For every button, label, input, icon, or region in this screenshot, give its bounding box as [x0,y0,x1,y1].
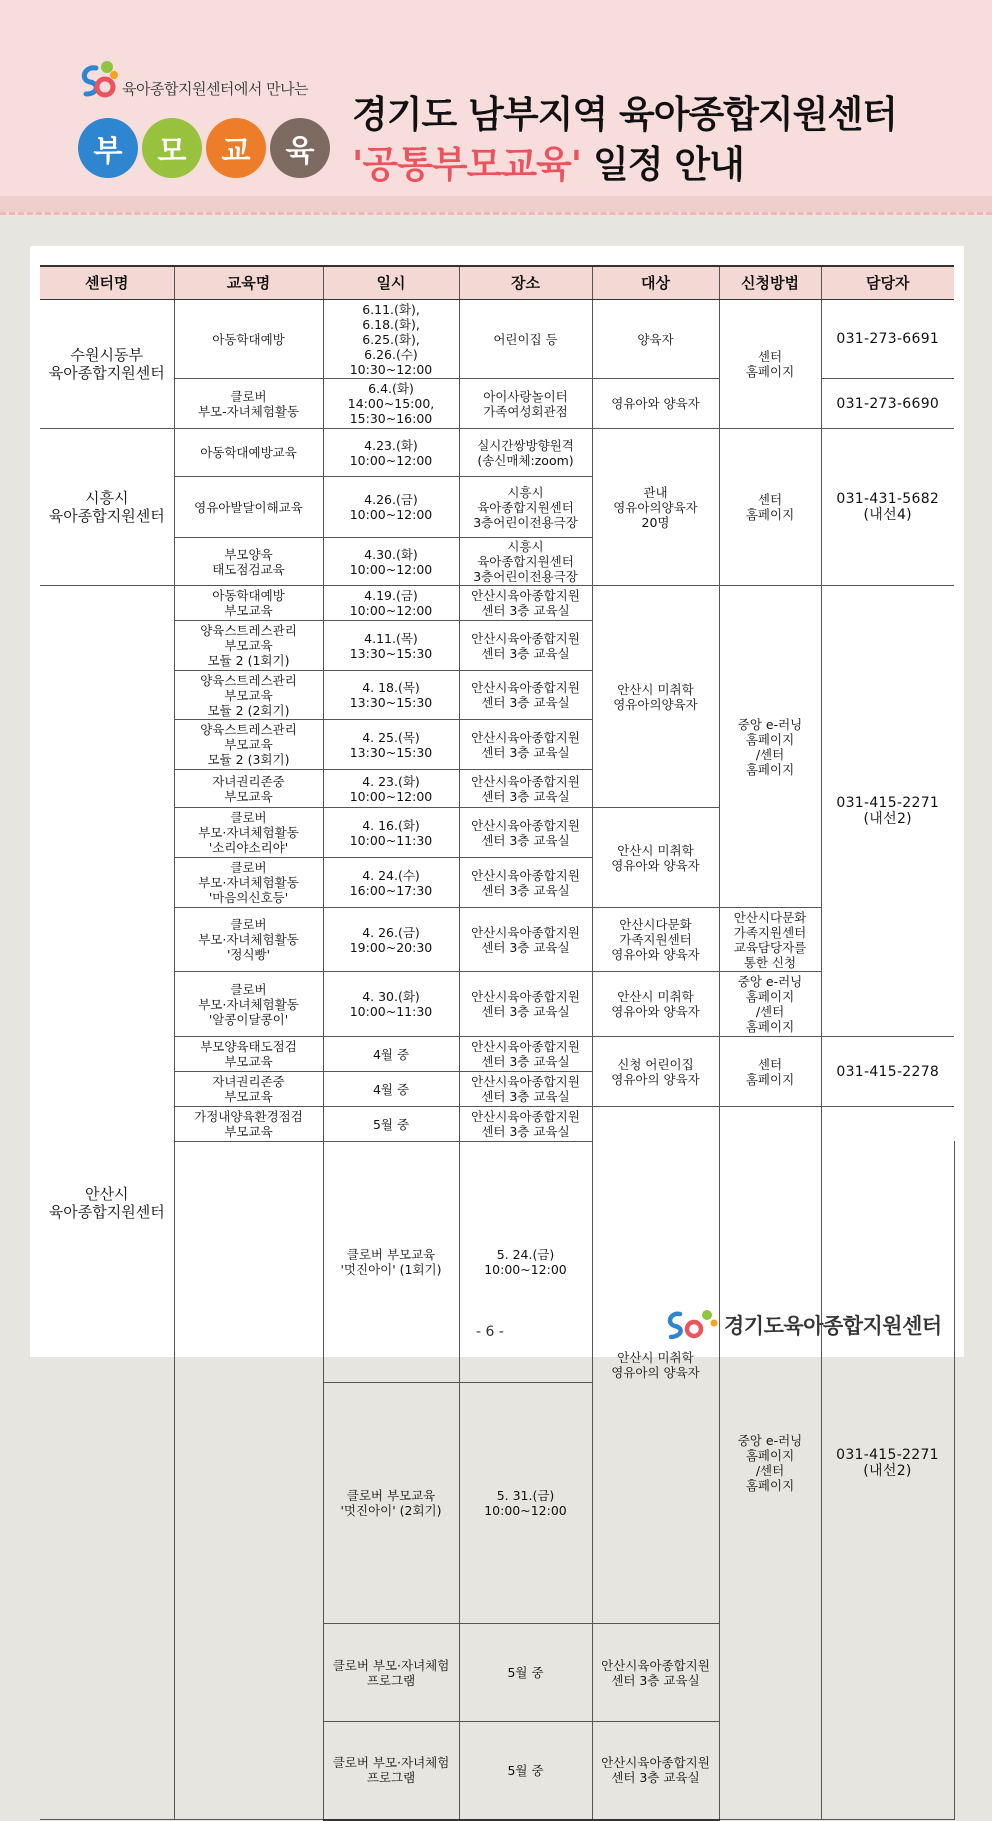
program-place: 안산시육아종합지원 센터 3층 교육실 [592,1722,719,1820]
program-apply: 센터 홈페이지 [719,300,821,429]
header-logo [78,58,308,100]
program-name: 클로버 부모교육 '멋진아이' (1회기) [323,1142,459,1383]
program-target: 관내 영유아의양육자 20명 [592,429,719,586]
program-name: 클로버 부모·자녀체험 프로그램 [323,1624,459,1722]
program-name: 가정내양육환경점검 부모교육 [174,1107,323,1142]
header-program: 교육명 [174,266,323,300]
program-place: 시흥시 육아종합지원센터 3층어린이전용극장 [459,477,592,538]
program-target: 안산시다문화 가족지원센터 영유아와 양육자 [592,908,719,972]
program-place: 안산시육아종합지원 센터 3층 교육실 [459,770,592,808]
program-date: 6.11.(화), 6.18.(화), 6.25.(화), 6.26.(수) 10:30~12:00 [323,300,459,379]
program-contact: 031-415-2271 (내선2) [821,586,954,1037]
table-row [40,972,954,1037]
program-apply: 안산시다문화 가족지원센터 교육담당자를 통한 신청 [719,908,821,972]
program-name: 자녀권리존중 부모교육 [174,1072,323,1107]
program-date: 4.19.(금) 10:00~12:00 [323,586,459,621]
header-apply: 신청방법 [719,266,821,300]
program-name: 클로버 부모교육 '멋진아이' (2회기) [323,1383,459,1624]
center-logo-icon [666,1308,720,1342]
program-target: 신청 어린이집 영유아의 양육자 [592,1037,719,1107]
program-target: 안산시 미취학 영유아와 양육자 [592,972,719,1037]
program-date: 4. 25.(목) 13:30~15:30 [323,720,459,770]
program-place: 아이사랑놀이터 가족여성회관점 [459,379,592,429]
program-date: 4. 30.(화) 10:00~11:30 [323,972,459,1037]
program-target: 안산시 미취학 영유아의 양육자 [592,1107,719,1624]
footer-org-name: 경기도육아종합지원센터 [724,1314,942,1338]
badge-mo: 모 [142,118,202,178]
program-name: 아동학대예방 부모교육 [174,586,323,621]
center-suwon: 수원시동부 육아종합지원센터 [40,300,174,429]
center-ansan: 안산시 육아종합지원센터 [40,586,174,1820]
program-target: 안산시 미취학 영유아의양육자 [592,586,719,808]
program-name: 양육스트레스관리 부모교육 모듈 2 (2회기) [174,671,323,720]
table-row [40,908,954,972]
program-name: 영유아발달이해교육 [174,477,323,538]
program-place: 안산시육아종합지원 센터 3층 교육실 [459,808,592,858]
header-tagline: 육아종합지원센터에서 만나는 [122,79,309,98]
program-place: 안산시육아종합지원 센터 3층 교육실 [459,1107,592,1142]
program-place: 시흥시 육아종합지원센터 3층어린이전용극장 [459,538,592,586]
program-date: 4. 18.(목) 13:30~15:30 [323,671,459,720]
program-name: 자녀권리존중 부모교육 [174,770,323,808]
program-name: 클로버 부모·자녀체험 프로그램 [323,1722,459,1820]
schedule-table [40,265,955,1821]
page-subtitle [352,134,744,188]
program-target: 양육자 [592,300,719,379]
program-date: 4. 24.(수) 16:00~17:30 [323,858,459,908]
table-header-row [40,266,954,300]
program-name: 클로버 부모·자녀체험활동 '알콩이달콩이' [174,972,323,1037]
program-name: 아동학대예방교육 [174,429,323,477]
program-contact: 031-415-2271 (내선2) [821,1107,954,1820]
header-center: 센터명 [40,266,174,300]
footer-logo [666,1308,942,1342]
center-siheung: 시흥시 육아종합지원센터 [40,429,174,586]
program-place: 안산시육아종합지원 센터 3층 교육실 [459,858,592,908]
program-apply: 센터 홈페이지 [719,1037,821,1107]
program-contact: 031-273-6691 [821,300,954,379]
program-place: 안산시육아종합지원 센터 3층 교육실 [459,1072,592,1107]
program-contact: 031-431-5682 (내선4) [821,429,954,586]
program-place: 안산시육아종합지원 센터 3층 교육실 [459,621,592,671]
program-name: 양육스트레스관리 부모교육 모듈 2 (1회기) [174,621,323,671]
program-name: 부모양육 태도점검교육 [174,538,323,586]
program-date: 5. 31.(금) 10:00~12:00 [459,1383,592,1624]
program-name: 양육스트레스관리 부모교육 모듈 2 (3회기) [174,720,323,770]
program-place: 안산시육아종합지원 센터 3층 교육실 [459,1037,592,1072]
header-stripe [0,196,992,212]
program-date: 4.26.(금) 10:00~12:00 [323,477,459,538]
program-apply: 중앙 e-러닝 홈페이지 /센터 홈페이지 [719,1107,821,1820]
table-row [40,429,954,477]
program-contact: 031-273-6690 [821,379,954,429]
badge-gyo: 교 [206,118,266,178]
badge-yuk: 육 [270,118,330,178]
program-date: 5월 중 [323,1107,459,1142]
program-apply: 센터 홈페이지 [719,429,821,586]
program-name: 클로버 부모·자녀체험활동 '정식빵' [174,908,323,972]
program-place: 어린이집 등 [459,300,592,379]
page-title: 경기도 남부지역 육아종합지원센터 [352,93,897,136]
program-apply: 중앙 e-러닝 홈페이지 /센터 홈페이지 [719,972,821,1037]
program-place: 실시간쌍방향원격 (송신매체:zoom) [459,429,592,477]
program-date: 4. 26.(금) 19:00~20:30 [323,908,459,972]
program-date: 4월 중 [323,1072,459,1107]
table-row [40,586,954,621]
program-date: 5월 중 [459,1624,592,1722]
parent-edu-badges [78,118,330,178]
center-ansan-cont [174,1142,323,1820]
document-page [30,246,964,1786]
badge-bu: 부 [78,118,138,178]
header-target: 대상 [592,266,719,300]
program-target: 안산시 미취학 영유아와 양육자 [592,808,719,908]
header-contact: 담당자 [821,266,954,300]
program-name: 클로버 부모·자녀체험활동 '마음의신호등' [174,858,323,908]
program-place: 안산시육아종합지원 센터 3층 교육실 [459,908,592,972]
table-row [40,1107,954,1142]
program-date: 6.4.(화) 14:00~15:00, 15:30~16:00 [323,379,459,429]
table-row [40,300,954,379]
program-place: 안산시육아종합지원 센터 3층 교육실 [459,720,592,770]
subtitle-accent: '공통부모교육' [352,143,582,186]
header-place: 장소 [459,266,592,300]
program-date: 4. 16.(화) 10:00~11:30 [323,808,459,858]
program-date: 4. 23.(화) 10:00~12:00 [323,770,459,808]
program-name: 클로버 부모-자녀체험활동 [174,379,323,429]
program-place: 안산시육아종합지원 센터 3층 교육실 [459,972,592,1037]
page-number: - 6 - [476,1324,504,1340]
program-target: 영유아와 양육자 [592,379,719,429]
program-date: 4.11.(목) 13:30~15:30 [323,621,459,671]
program-name: 클로버 부모·자녀체험활동 '소리야소리야' [174,808,323,858]
program-name: 부모양육태도점검 부모교육 [174,1037,323,1072]
table-row [40,1037,954,1072]
program-place: 안산시육아종합지원 센터 3층 교육실 [459,671,592,720]
subtitle-rest: 일정 안내 [581,143,744,186]
program-contact: 031-415-2278 [821,1037,954,1107]
program-place: 안산시육아종합지원 센터 3층 교육실 [459,586,592,621]
program-apply: 중앙 e-러닝 홈페이지 /센터 홈페이지 [719,586,821,908]
program-date: 5월 중 [459,1722,592,1820]
program-name: 아동학대예방 [174,300,323,379]
center-logo-icon [78,58,118,100]
program-date: 4.30.(화) 10:00~12:00 [323,538,459,586]
page-header [0,0,992,215]
program-date: 5. 24.(금) 10:00~12:00 [459,1142,592,1383]
header-datetime: 일시 [323,266,459,300]
program-date: 4.23.(화) 10:00~12:00 [323,429,459,477]
program-date: 4월 중 [323,1037,459,1072]
program-place: 안산시육아종합지원 센터 3층 교육실 [592,1624,719,1722]
